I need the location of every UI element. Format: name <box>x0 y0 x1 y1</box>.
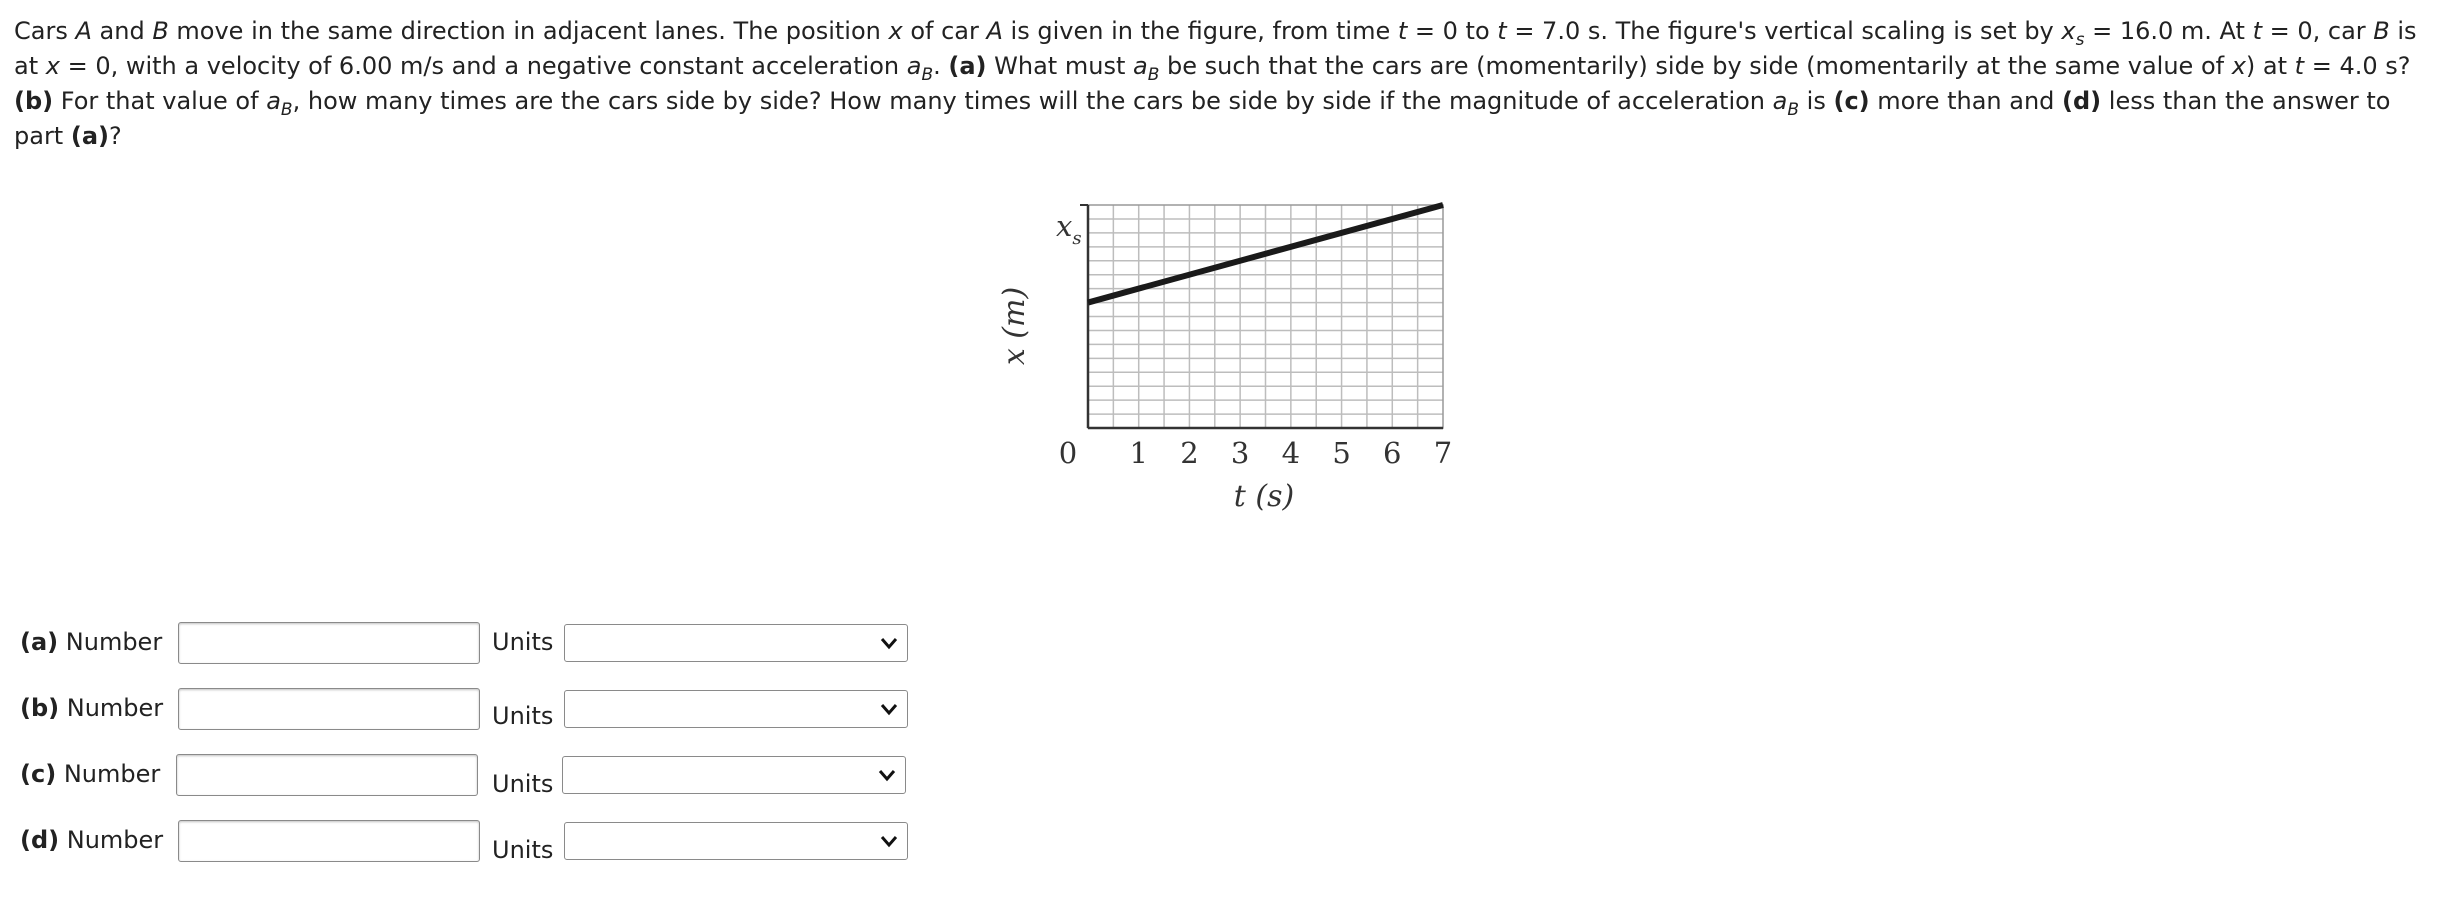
chevron-down-icon <box>879 633 899 653</box>
x-tick-label: 3 <box>1230 436 1250 470</box>
x-tick-label: 0 <box>1058 436 1078 470</box>
x-tick-label: 2 <box>1180 436 1199 470</box>
answer-b-units-select[interactable] <box>564 690 908 728</box>
answer-row-a <box>20 622 920 672</box>
units-label-b: Units <box>492 702 554 730</box>
x-tick-label: 6 <box>1383 436 1402 470</box>
answer-label-a: (a) Number <box>20 628 163 656</box>
x-tick-label: 5 <box>1332 436 1351 470</box>
chart-grid <box>1088 205 1443 428</box>
chevron-down-icon <box>879 831 899 851</box>
y-axis-label: x (m) <box>997 286 1032 366</box>
answer-row-d <box>20 820 920 870</box>
answer-row-b <box>20 688 920 738</box>
x-axis-label: t (s) <box>1233 479 1295 514</box>
answer-label-c: (c) Number <box>20 760 161 788</box>
answer-a-units-select[interactable] <box>564 624 908 662</box>
chevron-down-icon <box>877 765 897 785</box>
answer-d-units-select[interactable] <box>564 822 908 860</box>
units-label-a: Units <box>492 628 554 656</box>
answer-label-d: (d) Number <box>20 826 164 854</box>
x-tick-label: 7 <box>1433 436 1453 470</box>
answer-label-b: (b) Number <box>20 694 164 722</box>
answer-row-c <box>20 754 920 804</box>
x-tick-label: 1 <box>1129 436 1148 470</box>
answer-c-units-select[interactable] <box>562 756 906 794</box>
answer-a-number-input[interactable] <box>178 622 480 664</box>
answer-b-number-input[interactable] <box>178 688 480 730</box>
x-tick-labels <box>1059 436 1452 470</box>
answer-d-number-input[interactable] <box>178 820 480 862</box>
answer-c-number-input[interactable] <box>176 754 478 796</box>
units-label-d: Units <box>492 836 554 864</box>
y-tick-label: $x_s$ <box>1056 209 1082 249</box>
problem-statement: Cars A and B move in the same direction in adjacent lanes. The position x of car A is given in the figure, from time t = 0 to t = 7.0 s. The figure's vertical scaling is set by $x_s = 16.0$ m. At t = 0, car B is at x = 0, with a velocity of 6.00 m/s and a negative constant acceleration $a_B$. (a) What must $a_B$ be such that the cars are (momentarily) side by side (momentarily at the same value of x) at t = 4.0 s? (b) For that value of $a_B$, how many times are the cars side by side? How many times will the cars be side by side if the magnitude of acceleration $a_B$ is (c) more than and (d) less than the answer to part (a)? <box>14 17 2417 150</box>
x-tick-label: 4 <box>1281 436 1301 470</box>
units-label-c: Units <box>492 770 554 798</box>
chevron-down-icon <box>879 699 899 719</box>
